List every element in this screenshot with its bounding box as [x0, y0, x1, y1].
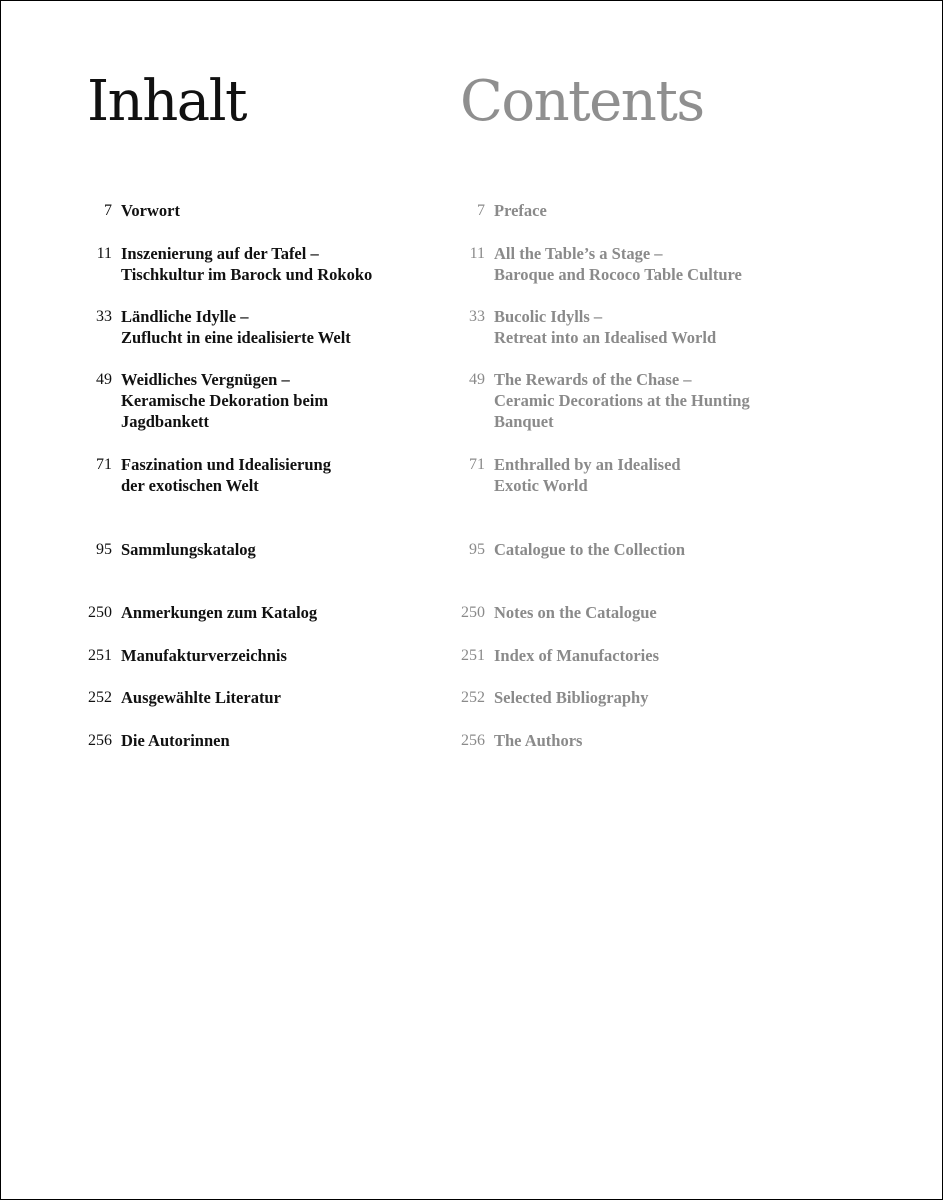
- toc-entry-title-line: Notes on the Catalogue: [494, 603, 657, 622]
- toc-entry-title-line: Ausgewählte Literatur: [121, 688, 281, 707]
- toc-page-number: 250: [88, 604, 112, 621]
- toc-entry-title-line: Enthralled by an Idealised: [494, 455, 681, 474]
- toc-entry-title-line: Zuflucht in eine idealisierte Welt: [121, 328, 351, 347]
- english-heading: Contents: [460, 69, 704, 134]
- toc-page-number: 33: [469, 308, 485, 325]
- toc-entry-title-line: Weidliches Vergnügen –: [121, 370, 290, 389]
- toc-entry-title-line: Anmerkungen zum Katalog: [121, 603, 318, 622]
- toc-page-number: 7: [477, 202, 485, 219]
- toc-entry-title-line: Exotic World: [494, 476, 588, 495]
- toc-entry-title-line: All the Table’s a Stage –: [494, 244, 663, 263]
- toc-entry-title: [494, 539, 824, 560]
- german-heading: Inhalt: [87, 69, 247, 134]
- toc-entry-title: [121, 369, 451, 432]
- toc-entry-title-line: der exotischen Welt: [121, 476, 259, 495]
- toc-page-number: 11: [469, 245, 485, 262]
- toc-entry-title-line: Tischkultur im Barock und Rokoko: [121, 265, 373, 284]
- toc-entry-title: [121, 645, 451, 666]
- toc-entry-title-line: Sammlungskatalog: [121, 540, 256, 559]
- toc-entry-title-line: Inszenierung auf der Tafel –: [121, 244, 319, 263]
- toc-entry-title-line: Keramische Dekoration beim: [121, 391, 329, 410]
- toc-entry-title-line: Banquet: [494, 412, 554, 431]
- toc-page-number: 7: [104, 202, 112, 219]
- toc-entry-title: [494, 306, 824, 348]
- toc-entry-title: [121, 454, 451, 496]
- toc-entry-title: [494, 243, 824, 285]
- toc-entry-title-line: Catalogue to the Collection: [494, 540, 686, 559]
- toc-page-number: 252: [461, 689, 485, 706]
- toc-entry-title-line: Ceramic Decorations at the Hunting: [494, 391, 750, 410]
- toc-entry-title-line: Manufakturverzeichnis: [121, 646, 287, 665]
- toc-entry-title: [121, 306, 451, 348]
- toc-entry-title: [494, 687, 824, 708]
- toc-entry-title-line: Ländliche Idylle –: [121, 307, 249, 326]
- toc-page-number: 33: [96, 308, 112, 325]
- toc-entry-title-line: Vorwort: [121, 201, 180, 220]
- toc-entry-title: [121, 687, 451, 708]
- toc-entry-title: [494, 602, 824, 623]
- toc-entry-title-line: Jagdbankett: [121, 412, 210, 431]
- toc-entry-title: [494, 369, 824, 432]
- toc-page-number: 71: [96, 456, 112, 473]
- toc-entry-title: [121, 730, 451, 751]
- toc-entry-title-line: The Rewards of the Chase –: [494, 370, 692, 389]
- toc-page-number: 256: [88, 732, 112, 749]
- toc-entry-title-line: Baroque and Rococo Table Culture: [494, 265, 742, 284]
- toc-page-number: 71: [469, 456, 485, 473]
- toc-entry-title-line: The Authors: [494, 731, 583, 750]
- toc-entry-title-line: Faszination und Idealisierung: [121, 455, 331, 474]
- toc-entry-title-line: Preface: [494, 201, 547, 220]
- toc-page-number: 11: [96, 245, 112, 262]
- toc-entry-title: [494, 200, 824, 221]
- toc-entry-title: [121, 602, 451, 623]
- toc-page-number: 49: [469, 371, 485, 388]
- toc-page-number: 251: [88, 647, 112, 664]
- toc-page-number: 95: [96, 541, 112, 558]
- toc-entry-title: [494, 645, 824, 666]
- toc-entry-title: [121, 243, 451, 285]
- toc-entry-title: [494, 454, 824, 496]
- toc-entry-title-line: Die Autorinnen: [121, 731, 230, 750]
- toc-entry-title: [494, 730, 824, 751]
- toc-entry-title-line: Retreat into an Idealised World: [494, 328, 717, 347]
- toc-entry-title-line: Index of Manufactories: [494, 646, 659, 665]
- toc-entry-title-line: Selected Bibliography: [494, 688, 649, 707]
- toc-page-number: 95: [469, 541, 485, 558]
- toc-page-number: 250: [461, 604, 485, 621]
- toc-entry-title: [121, 200, 451, 221]
- toc-entry-title: [121, 539, 451, 560]
- toc-page-number: 256: [461, 732, 485, 749]
- toc-entry-title-line: Bucolic Idylls –: [494, 307, 603, 326]
- toc-page-number: 49: [96, 371, 112, 388]
- toc-page-number: 251: [461, 647, 485, 664]
- toc-page-number: 252: [88, 689, 112, 706]
